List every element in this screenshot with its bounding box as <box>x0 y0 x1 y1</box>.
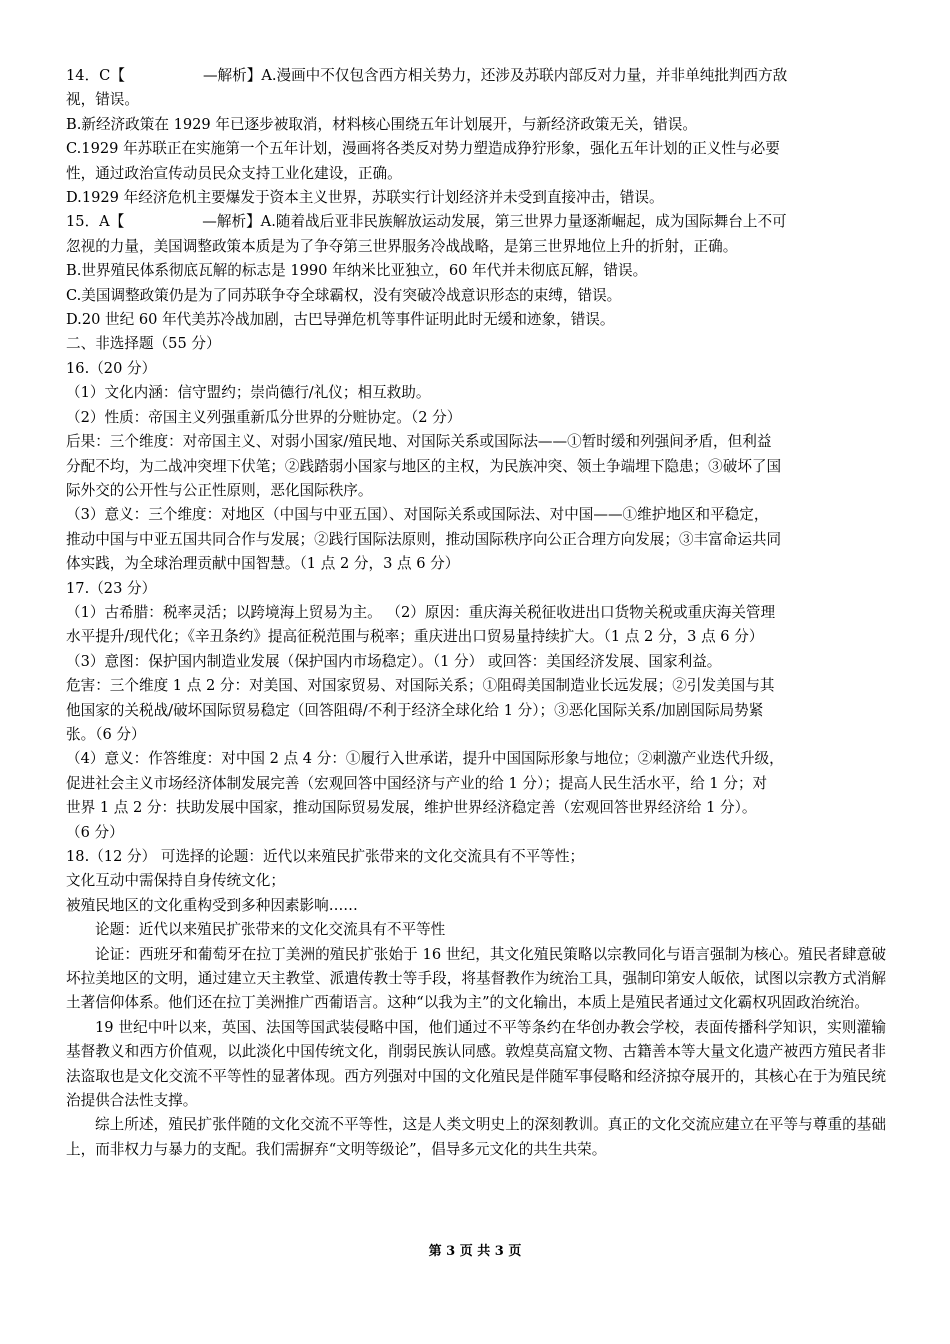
q16-line: 后果：三个维度：对帝国主义、对弱小国家/殖民地、对国际关系或国际法——①暂时缓和列强间矛盾，但利益 <box>66 433 772 451</box>
q17-line: （1）古希腊：税率灵活；以跨境海上贸易为主。 （2）原因：重庆海关税征收进出口货物关税或重庆海关管理 <box>66 603 776 621</box>
question-14 <box>66 64 886 210</box>
q16-heading: 16.（20 分） <box>66 359 157 377</box>
question-16 <box>66 357 886 577</box>
q14-line-2: 视，错误。 <box>66 91 139 109</box>
q14-option-b: B.新经济政策在 1929 年已逐步被取消，材料核心围绕五年计划展开，与新经济政策无关，错误。 <box>66 115 697 133</box>
q17-line: （4）意义：作答维度：对中国 2 点 4 分：①履行入世承诺，提升中国国际形象与地位；②刺激产业迭代升级， <box>66 750 784 768</box>
q17-line: （3）意图：保护国内制造业发展（保护国内市场稳定）。（1 分） 或回答：美国经济发展、国家利益。 <box>66 652 722 670</box>
q17-line: 他国家的关税战/破坏国际贸易稳定（回答阻碍/不利于经济全球化给 1 分）；③恶化国际关系/加剧国际局势紧 <box>66 701 764 719</box>
q17-line: 世界 1 点 2 分：扶助发展中国家，推动国际贸易发展，维护世界经济稳定善（宏观回答世界经济给 1 分）。 <box>66 799 757 817</box>
q17-heading: 17.（23 分） <box>66 579 157 597</box>
section-heading: 二、非选择题（55 分） <box>66 335 221 353</box>
q16-line: 体实践，为全球治理贡献中国智慧。（1 点 2 分，3 点 6 分） <box>66 555 460 573</box>
q14-option-c-cont: 性，通过政治宣传动员民众支持工业化建设，正确。 <box>66 164 402 182</box>
question-15 <box>66 210 886 332</box>
q14-line-1: 14．C【 —解析】A.漫画中不仅包含西方相关势力，还涉及苏联内部反对力量，并非单纯批判西方敌 <box>66 67 788 84</box>
q16-line: 分配不均，为二战冲突埋下伏笔；②践踏弱小国家与地区的主权，为民族冲突、领土争端埋下隐患；③破坏了国 <box>66 457 782 475</box>
q18-paragraph-1: 论证：西班牙和葡萄牙在拉丁美洲的殖民扩张始于 16 世纪，其文化殖民策略以宗教同化与语言强制为核心。殖民者肆意破坏拉美地区的文明，通过建立天主教堂、派遣传教士等手段，将基督教作为统治工具，强制印第安人皈依，试图以宗教方式消解土著信仰体系。他们还在拉丁美洲推广西葡语言。这种“以我为主”的文化输出，本质上是殖民者通过文化霸权巩固政治统治。 <box>66 945 886 1012</box>
q16-line: 际外交的公开性与公正性原则，恶化国际秩序。 <box>66 481 373 499</box>
q17-line: （6 分） <box>66 823 124 841</box>
q18-topic: 被殖民地区的文化重构受到多种因素影响…… <box>66 896 358 914</box>
q18-heading: 18.（12 分） 可选择的论题：近代以来殖民扩张带来的文化交流具有不平等性； <box>66 848 585 865</box>
q16-line: （2）性质：帝国主义列强重新瓜分世界的分赃协定。（2 分） <box>66 408 462 426</box>
q15-option-b: B.世界殖民体系彻底瓦解的标志是 1990 年纳米比亚独立，60 年代并未彻底瓦解，错误。 <box>66 262 648 280</box>
q18-paragraph-2: 19 世纪中叶以来，英国、法国等国武装侵略中国，他们通过不平等条约在华创办教会学校，表面传播科学知识，实则灌输基督教义和西方价值观，以此淡化中国传统文化，削弱民族认同感。敦煌莫高窟文物、古籍善本等大量文化遗产被西方殖民者非法盗取也是文化交流不平等性的显著体现。西方列强对中国的文化殖民是伴随军事侵略和经济掠夺展开的，其核心在于为殖民统治提供合法性支撑。 <box>66 1018 886 1110</box>
q17-line: 促进社会主义市场经济体制发展完善（宏观回答中国经济与产业的给 1 分）；提高人民生活水平，给 1 分；对 <box>66 774 768 792</box>
q17-line: 张。（6 分） <box>66 725 146 743</box>
q17-line: 危害：三个维度 1 点 2 分：对美国、对国家贸易、对国际关系；①阻碍美国制造业长远发展；②引发美国与其 <box>66 677 775 695</box>
q15-option-c: C.美国调整政策仍是为了同苏联争夺全球霸权，没有突破冷战意识形态的束缚，错误。 <box>66 286 622 304</box>
q16-line: （3）意义：三个维度：对地区（中国与中亚五国）、对国际关系或国际法、对中国——①维护地区和平稳定， <box>66 506 769 524</box>
question-17 <box>66 577 886 845</box>
q18-paragraph-3: 综上所述，殖民扩张伴随的文化交流不平等性，这是人类文明史上的深刻教训。真正的文化交流应建立在平等与尊重的基础上，而非权力与暴力的支配。我们需摒弃“文明等级论”，倡导多元文化的共生共荣。 <box>66 1116 886 1158</box>
q18-topic: 文化互动中需保持自身传统文化； <box>66 872 285 890</box>
page-footer: 第 3 页 共 3 页 <box>428 1244 522 1259</box>
q14-option-d: D.1929 年经济危机主要爆发于资本主义世界，苏联实行计划经济并未受到直接冲击，错误。 <box>66 189 664 207</box>
q15-option-d: D.20 世纪 60 年代美苏冷战加剧，古巴导弹危机等事件证明此时无缓和迹象，错误。 <box>66 311 615 329</box>
q16-line: 推动中国与中亚五国共同合作与发展；②践行国际法原则，推动国际秩序向公正合理方向发展；③丰富命运共同 <box>66 530 782 548</box>
q17-line: 水平提升/现代化；《辛丑条约》提高征税范围与税率；重庆进出口贸易量持续扩大。（1 点 2 分，3 点 6 分） <box>66 628 764 646</box>
q15-line-2: 忽视的力量，美国调整政策本质是为了争夺第三世界服务冷战战略，是第三世界地位上升的折射，正确。 <box>66 237 738 255</box>
answer-sheet <box>66 64 886 1162</box>
q16-line: （1）文化内涵：信守盟约；崇尚德行/礼仪；相互救助。 <box>66 384 431 402</box>
q18-thesis: 论题：近代以来殖民扩张带来的文化交流具有不平等性 <box>95 921 446 939</box>
q14-option-c: C.1929 年苏联正在实施第一个五年计划，漫画将各类反对势力塑造成狰狞形象，强化五年计划的正义性与必要 <box>66 140 780 158</box>
q15-line-1: 15．A【 —解析】A.随着战后亚非民族解放运动发展，第三世界力量逐渐崛起，成为国际舞台上不可 <box>66 213 787 231</box>
question-18 <box>66 845 886 1162</box>
